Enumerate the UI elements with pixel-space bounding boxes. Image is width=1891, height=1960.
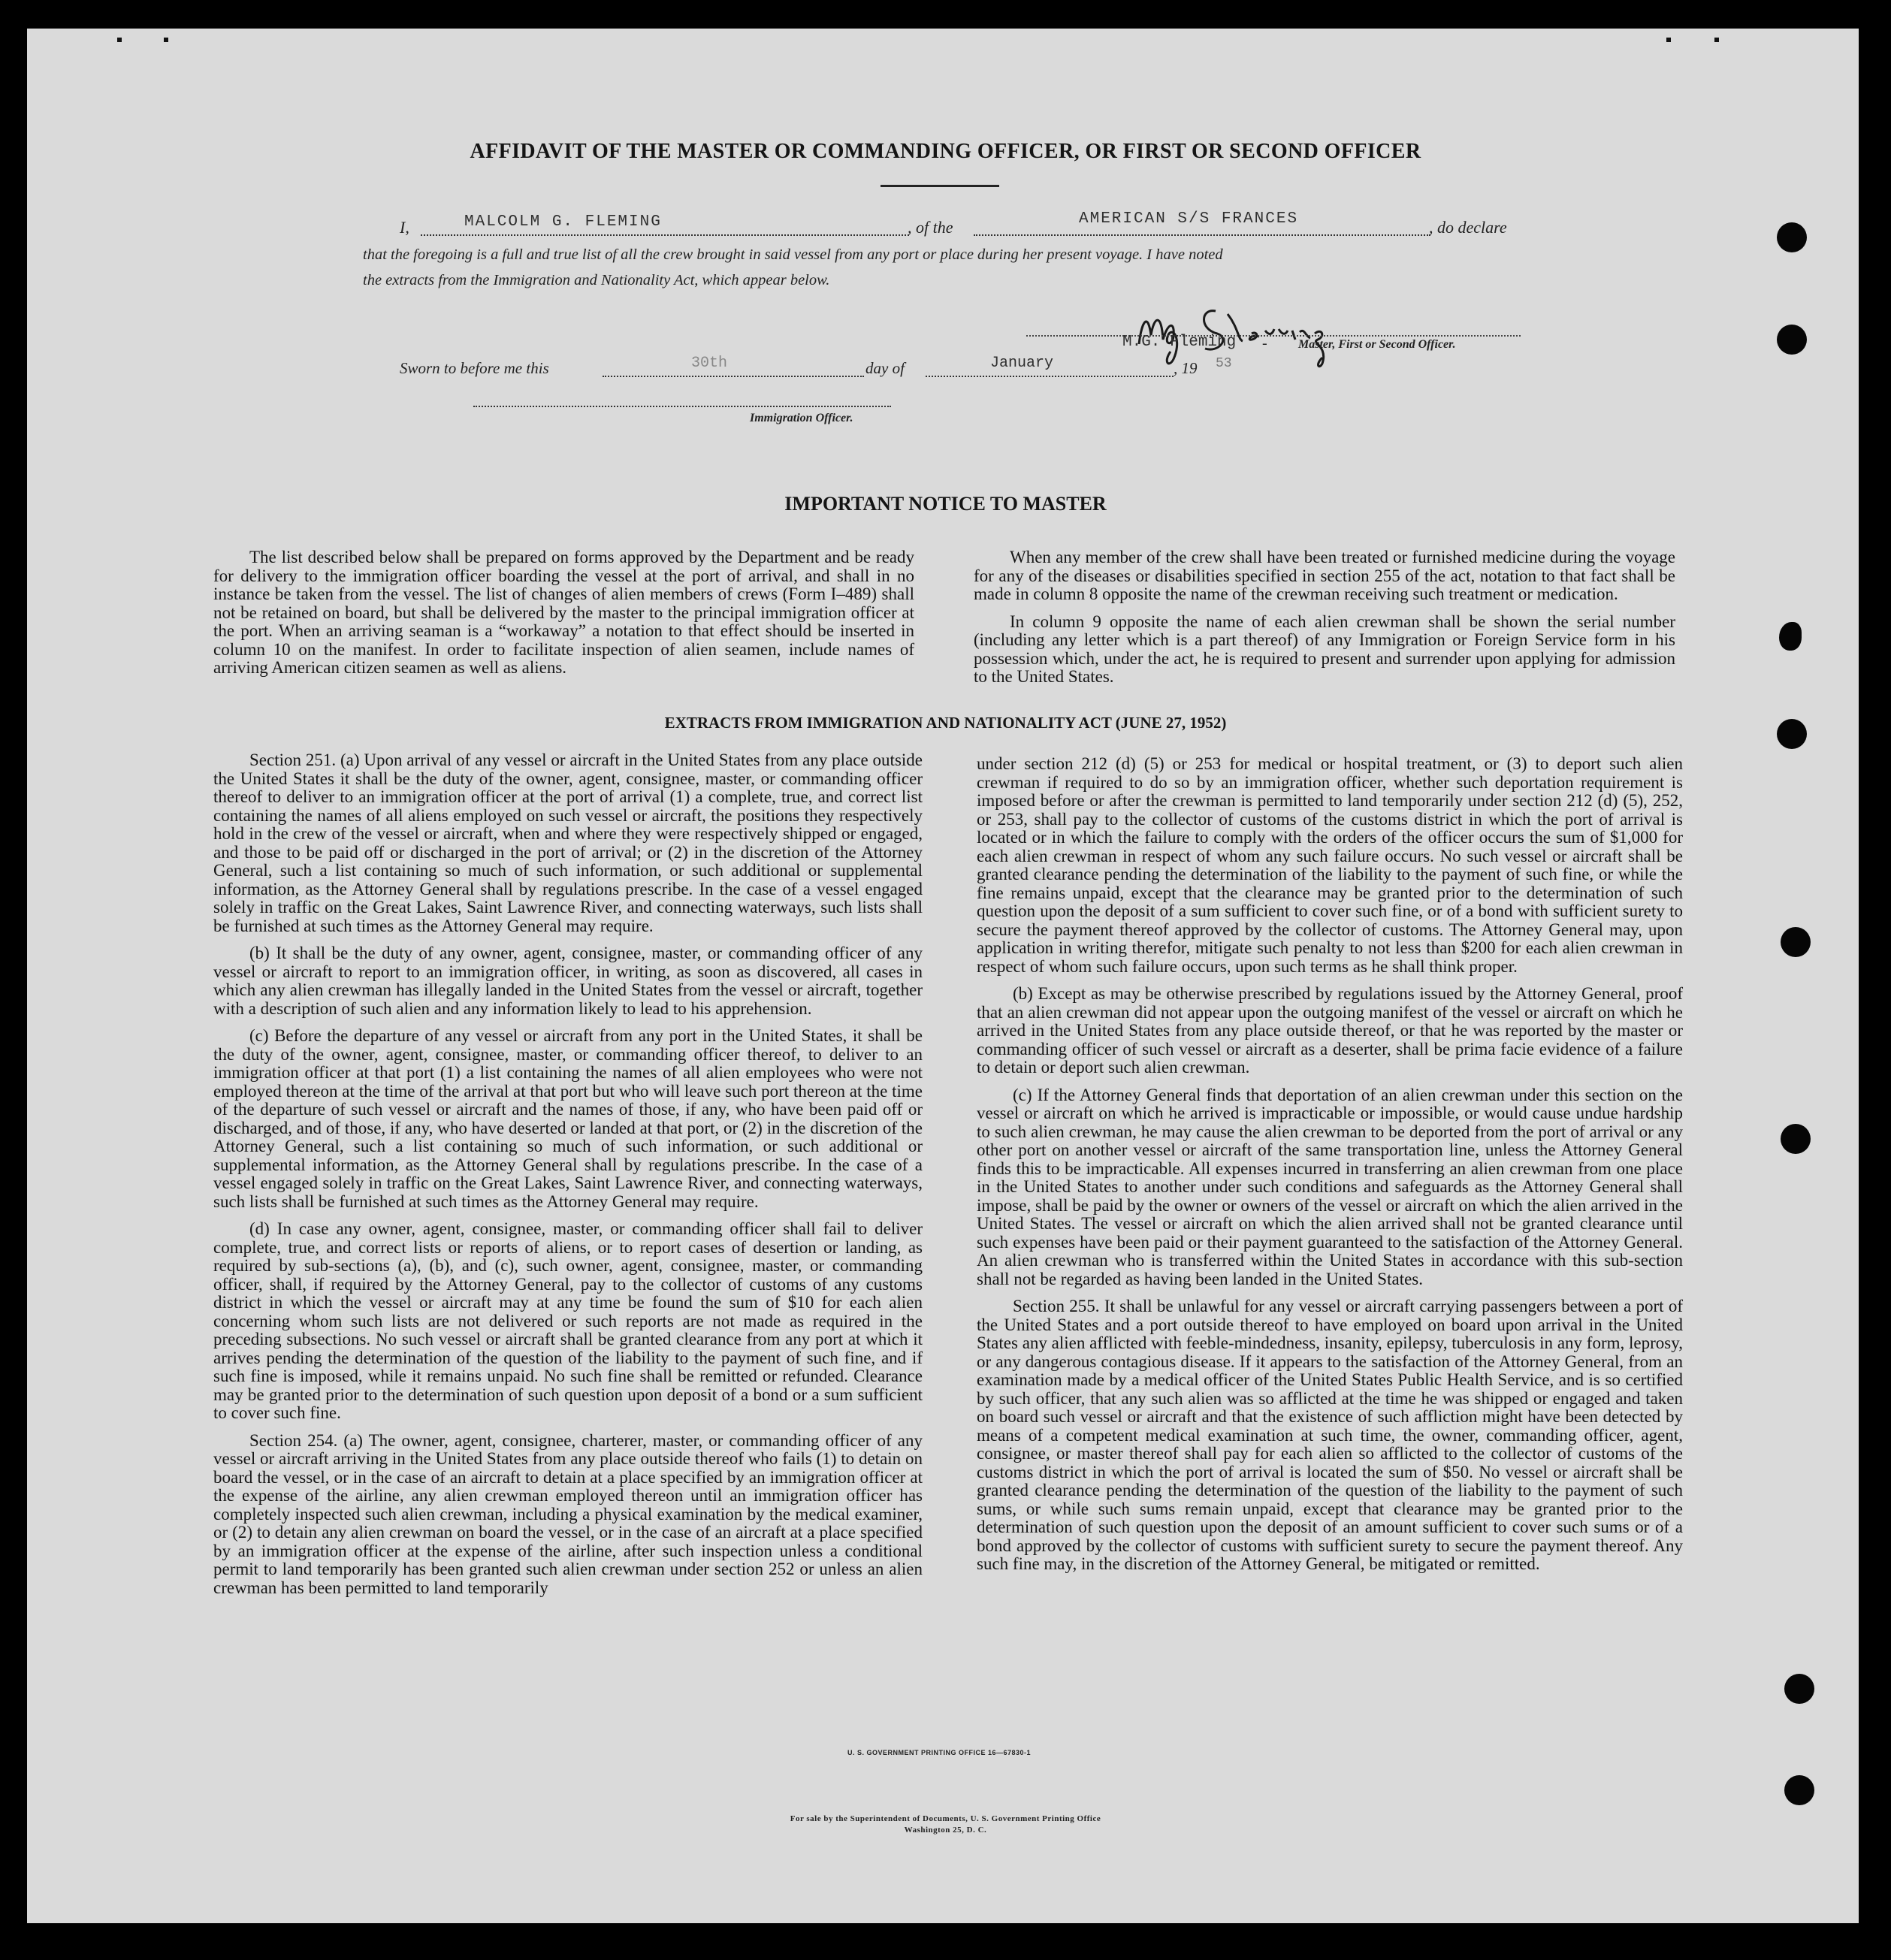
declaration-line-2: the extracts from the Immigration and Nationality Act, which appear below. [363,272,830,288]
notice-right-paragraph-2: In column 9 opposite the name of each alien crewman shall be shown the serial number (including any letter which is a part thereof) of any Immigration or Foreign Service form in his possession which, under the act, he is required to present and surrender upon applying for admission to the United States. [974,612,1675,686]
printing-office-line: U. S. GOVERNMENT PRINTING OFFICE 16—67830-1 [847,1749,1032,1756]
scan-speck [1714,38,1719,42]
year-label: , 19 [1174,359,1198,377]
section-254b: (b) Except as may be otherwise prescribed by regulations issued by the Attorney General, proof that an alien crewman did not appear upon the outgoing manifest of the vessel or aircraft on which he arrived in the United States from any place outside thereof, or that he was reported by the master or commanding officer of such vessel or aircraft as a deserter, shall be prima facie evidence of a failure to detain or deport such alien crewman. [977,984,1683,1077]
day-field[interactable]: 30th [691,355,728,372]
scan-speck [164,38,168,42]
extracts-title: EXTRACTS FROM IMMIGRATION AND NATIONALITY ACT (JUNE 27, 1952) [664,714,1227,732]
vessel-field-line [974,234,1430,236]
scan-speck [1666,38,1671,42]
section-255: Section 255. It shall be unlawful for any vessel or aircraft carrying passengers between a port of the United States and a port outside thereof to have employed on board upon arrival in the United States any alien afflicted with feeble-mindedness, insanity, epilepsy, tuberculosis in any form, leprosy, or any dangerous contagious disease. If it appears to the satisfaction of the Attorney General, from an examination made by a medical officer of the United States Public Health Service, and is so certified by such officer, that any such alien was so afflicted at the time he was shipped or engaged and taken on board such vessel or aircraft and that the existence of such affliction might have been detected by means of a competent medical examination at such time, the owner, commanding officer, agent, consignee, or master thereof shall pay for each alien so afflicted to the collector of customs of the customs district in which the port of arrival is located the sum of $50. No vessel or aircraft shall be granted clearance pending the determination of the question of the liability to the payment of such sums, or while such sums remain unpaid, except that clearance may be granted prior to the determination of such question upon the deposit of an amount sufficient to cover such sums or of a bond approved by the collector of customs with sufficient surety to secure the payment thereof. Any such fine may, in the discretion of the Attorney General, be mitigated or remitted. [977,1297,1683,1573]
month-field-line [926,376,1174,377]
declaration-line-1: that the foregoing is a full and true list of all the crew brought in said vessel from any port or place during her present voyage. I have noted [363,246,1223,263]
do-declare-label: , do declare [1429,218,1507,237]
title-rule [881,185,999,187]
i-label: I, [400,218,409,237]
name-field-line [421,234,909,236]
vessel-name-field[interactable]: AMERICAN S/S FRANCES [1079,210,1299,228]
signature-scrawl [1125,290,1396,373]
day-field-line [603,376,864,377]
binder-hole [1777,222,1807,252]
sworn-label: Sworn to before me this [400,359,549,377]
sale-line-2: Washington 25, D. C. [904,1826,987,1835]
section-254a: Section 254. (a) The owner, agent, consignee, charterer, master, or commanding officer of any vessel or aircraft arriving in the United States from any place outside thereof who fails (1) to detain on board the vessel, or in the case of an aircraft to detain at a place specified by an immigration officer at the expense of the airline, any alien crewman employed thereon until an immigration officer has completely inspected such alien crewman, including a physical examination by the medical examiner, or (2) to detain any alien crewman on board the vessel, or in the case of an aircraft at a place specified by an immigration officer at the expense of the airline, after such inspection unless a conditional permit to land temporarily has been granted such alien crewman under section 252 or unless an alien crewman has been permitted to land temporarily [213,1430,923,1597]
binder-hole [1781,1124,1811,1154]
binder-hole [1781,927,1811,957]
binder-hole [1784,1775,1814,1805]
signer-dash: - [1262,335,1267,352]
notice-title: IMPORTANT NOTICE TO MASTER [784,493,1107,515]
section-251d: (d) In case any owner, agent, consignee, master, or commanding officer shall fail to deliver complete, true, and correct lists or reports of aliens, or to report cases of desertion or landing, as required by sub-sections (a), (b), and (c), such owner, agent, consignee, master, or commanding officer, shall, if required by the Attorney General, pay to the collector of customs of any customs district in which the vessel or aircraft may at any time be found the sum of $10 for each alien concerning whom such lists are not delivered or such reports are not made as required in the preceding subsections. No such vessel or aircraft shall be granted clearance from any port at which it arrives pending the determination of the question of the liability to the payment of such fine, and if such fine is imposed, while it remains unpaid. No such fine shall be remitted or refunded. Clearance may be granted prior to the determination of such question upon deposit of a bond or a sum sufficient to cover such fine. [213,1219,923,1422]
binder-hole [1777,325,1807,355]
section-254c: (c) If the Attorney General finds that deportation of an alien crewman under this section on the vessel or aircraft on which he arrived is impracticable or impossible, or would cause undue hardship to such alien crewman, he may cause the alien crewman to be deported from the port of arrival or any other port on another vessel or aircraft of the same transportation line, unless the Attorney General finds this to be impracticable. All expenses incurred in transferring an alien crewman from one place in the United States to another under such conditions and safeguards as the Attorney General shall impose, shall be paid by the owner or owners of the vessel or aircraft on which the alien arrived in the United States. The vessel or aircraft on which the alien arrived shall not be granted clearance until such expenses have been paid or their payment guaranteed to the satisfaction of the Attorney General. An alien crewman who is transferred within the United States in accordance with this sub-section shall not be regarded as having been landed in the United States. [977,1085,1683,1288]
officer-signature-line [473,406,891,407]
sale-line-1: For sale by the Superintendent of Documents, U. S. Government Printing Office [790,1814,1101,1823]
day-of-label: day of [865,359,905,377]
notice-left-paragraph: The list described below shall be prepared on forms approved by the Department and be ready for delivery to the immigration officer boarding the vessel at the port of arrival, and shall in no instance be taken from the vessel. The list of changes of alien members of crews (Form I–489) shall not be retained on board, but shall be delivered by the master to the principal immigration officer at the port. When an arriving seaman is a “workaway” a notation to that effect should be inserted in column 10 on the manifest. In order to facilitate inspection of alien seamen, include names of arriving American citizen seamen as well as aliens. [213,548,914,677]
month-field[interactable]: January [990,355,1054,372]
notice-left-column [213,548,914,678]
section-251c: (c) Before the departure of any vessel or aircraft from any port in the United States, it shall be the duty of the owner, agent, consignee, master, or commanding officer thereof, to deliver to an immigration officer at that port (1) a list containing the names of all alien employees who were not employed thereon at the time of the arrival at that port but who will leave such port thereon at the time of the departure of such vessel or aircraft and the names of those, if any, who have been paid off or discharged, and of those, if any, who have deserted or landed at that port, or (2) in the discretion of the Attorney General, such a list containing so much of such information, or such additional or supplemental information, as the Attorney General shall by regulations prescribe. In the case of a vessel engaged solely in traffic on the Great Lakes, Saint Lawrence River, and connecting waterways, such lists shall be furnished at such times as the Attorney General may require. [213,1026,923,1211]
section-251b: (b) It shall be the duty of any owner, agent, consignee, master, or commanding officer of any vessel or aircraft to report to an immigration officer, in writing, as soon as discovered, all cases in which any alien crewman has illegally landed in the United States from the vessel or aircraft, together with a description of such alien and any information likely to lead to his apprehension. [213,944,923,1018]
affidavit-title: AFFIDAVIT OF THE MASTER OR COMMANDING OFFICER, OR FIRST OR SECOND OFFICER [470,140,1421,163]
binder-hole [1784,1674,1814,1704]
extracts-right-column [977,755,1683,1574]
scan-speck [117,38,122,42]
master-name-field[interactable]: MALCOLM G. FLEMING [464,213,662,231]
immigration-officer-label: Immigration Officer. [750,412,853,424]
notice-right-column [974,548,1675,687]
signer-role-label: Master, First or Second Officer. [1298,338,1456,351]
binder-hole-partial [1779,622,1802,651]
extracts-left-column [213,751,923,1597]
year-field[interactable]: 53 [1216,356,1232,371]
section-251a: Section 251. (a) Upon arrival of any vessel or aircraft in the United States from any place outside the United States it shall be the duty of the owner, agent, consignee, master, or commanding officer thereof to deliver to an immigration officer at the port of arrival (1) a complete, true, and correct list containing the names of all aliens employed on such vessel or aircraft, the positions they respectively hold in the crew of the vessel or aircraft, when and where they were respectively shipped or engaged, and those to be paid off or discharged in the port of arrival; or (2) in the discretion of the Attorney General, such a list containing so much of such information, or such additional or supplemental information, as the Attorney General shall by regulations prescribe. In the case of a vessel engaged solely in traffic on the Great Lakes, Saint Lawrence River, and connecting waterways, such lists shall be furnished at such times as the Attorney General may require. [213,750,923,935]
notice-right-paragraph-1: When any member of the crew shall have been treated or furnished medicine during the voyage for any of the diseases or disabilities specified in section 255 of the act, notation to that fact shall be made in column 8 opposite the name of the crewman receiving such treatment or medication. [974,548,1675,603]
signature [1125,290,1396,373]
signature-line [1026,335,1521,337]
typed-signer: M.G. Fleming [1122,334,1237,351]
of-the-label: , of the [908,218,953,237]
section-254a-continued: under section 212 (d) (5) or 253 for medical or hospital treatment, or (3) to deport such alien crewman if required to do so by an immigration officer, whether such deportation requirement is imposed before or after the crewman is permitted to land temporarily under section 212 (d) (5), 252, or 253, shall pay to the collector of customs of the customs district in which the port of arrival is located or in which the failure to comply with the orders of the officer occurs the sum of $1,000 for each alien crewman in respect of whom any such failure occurs. No such vessel or aircraft shall be granted clearance pending the determination of the liability to the payment of such fine, or while the fine remains unpaid, except that the clearance may be granted prior to the determination of such question upon the deposit of a sum sufficient to cover such fine, or of a bond with sufficient surety to secure the payment thereof approved by the collector of customs. The Attorney General may, upon application in writing therefor, mitigate such penalty to not less than $200 for each alien crewman in respect of whom such failure occurs, upon such terms as he shall think proper. [977,754,1683,976]
